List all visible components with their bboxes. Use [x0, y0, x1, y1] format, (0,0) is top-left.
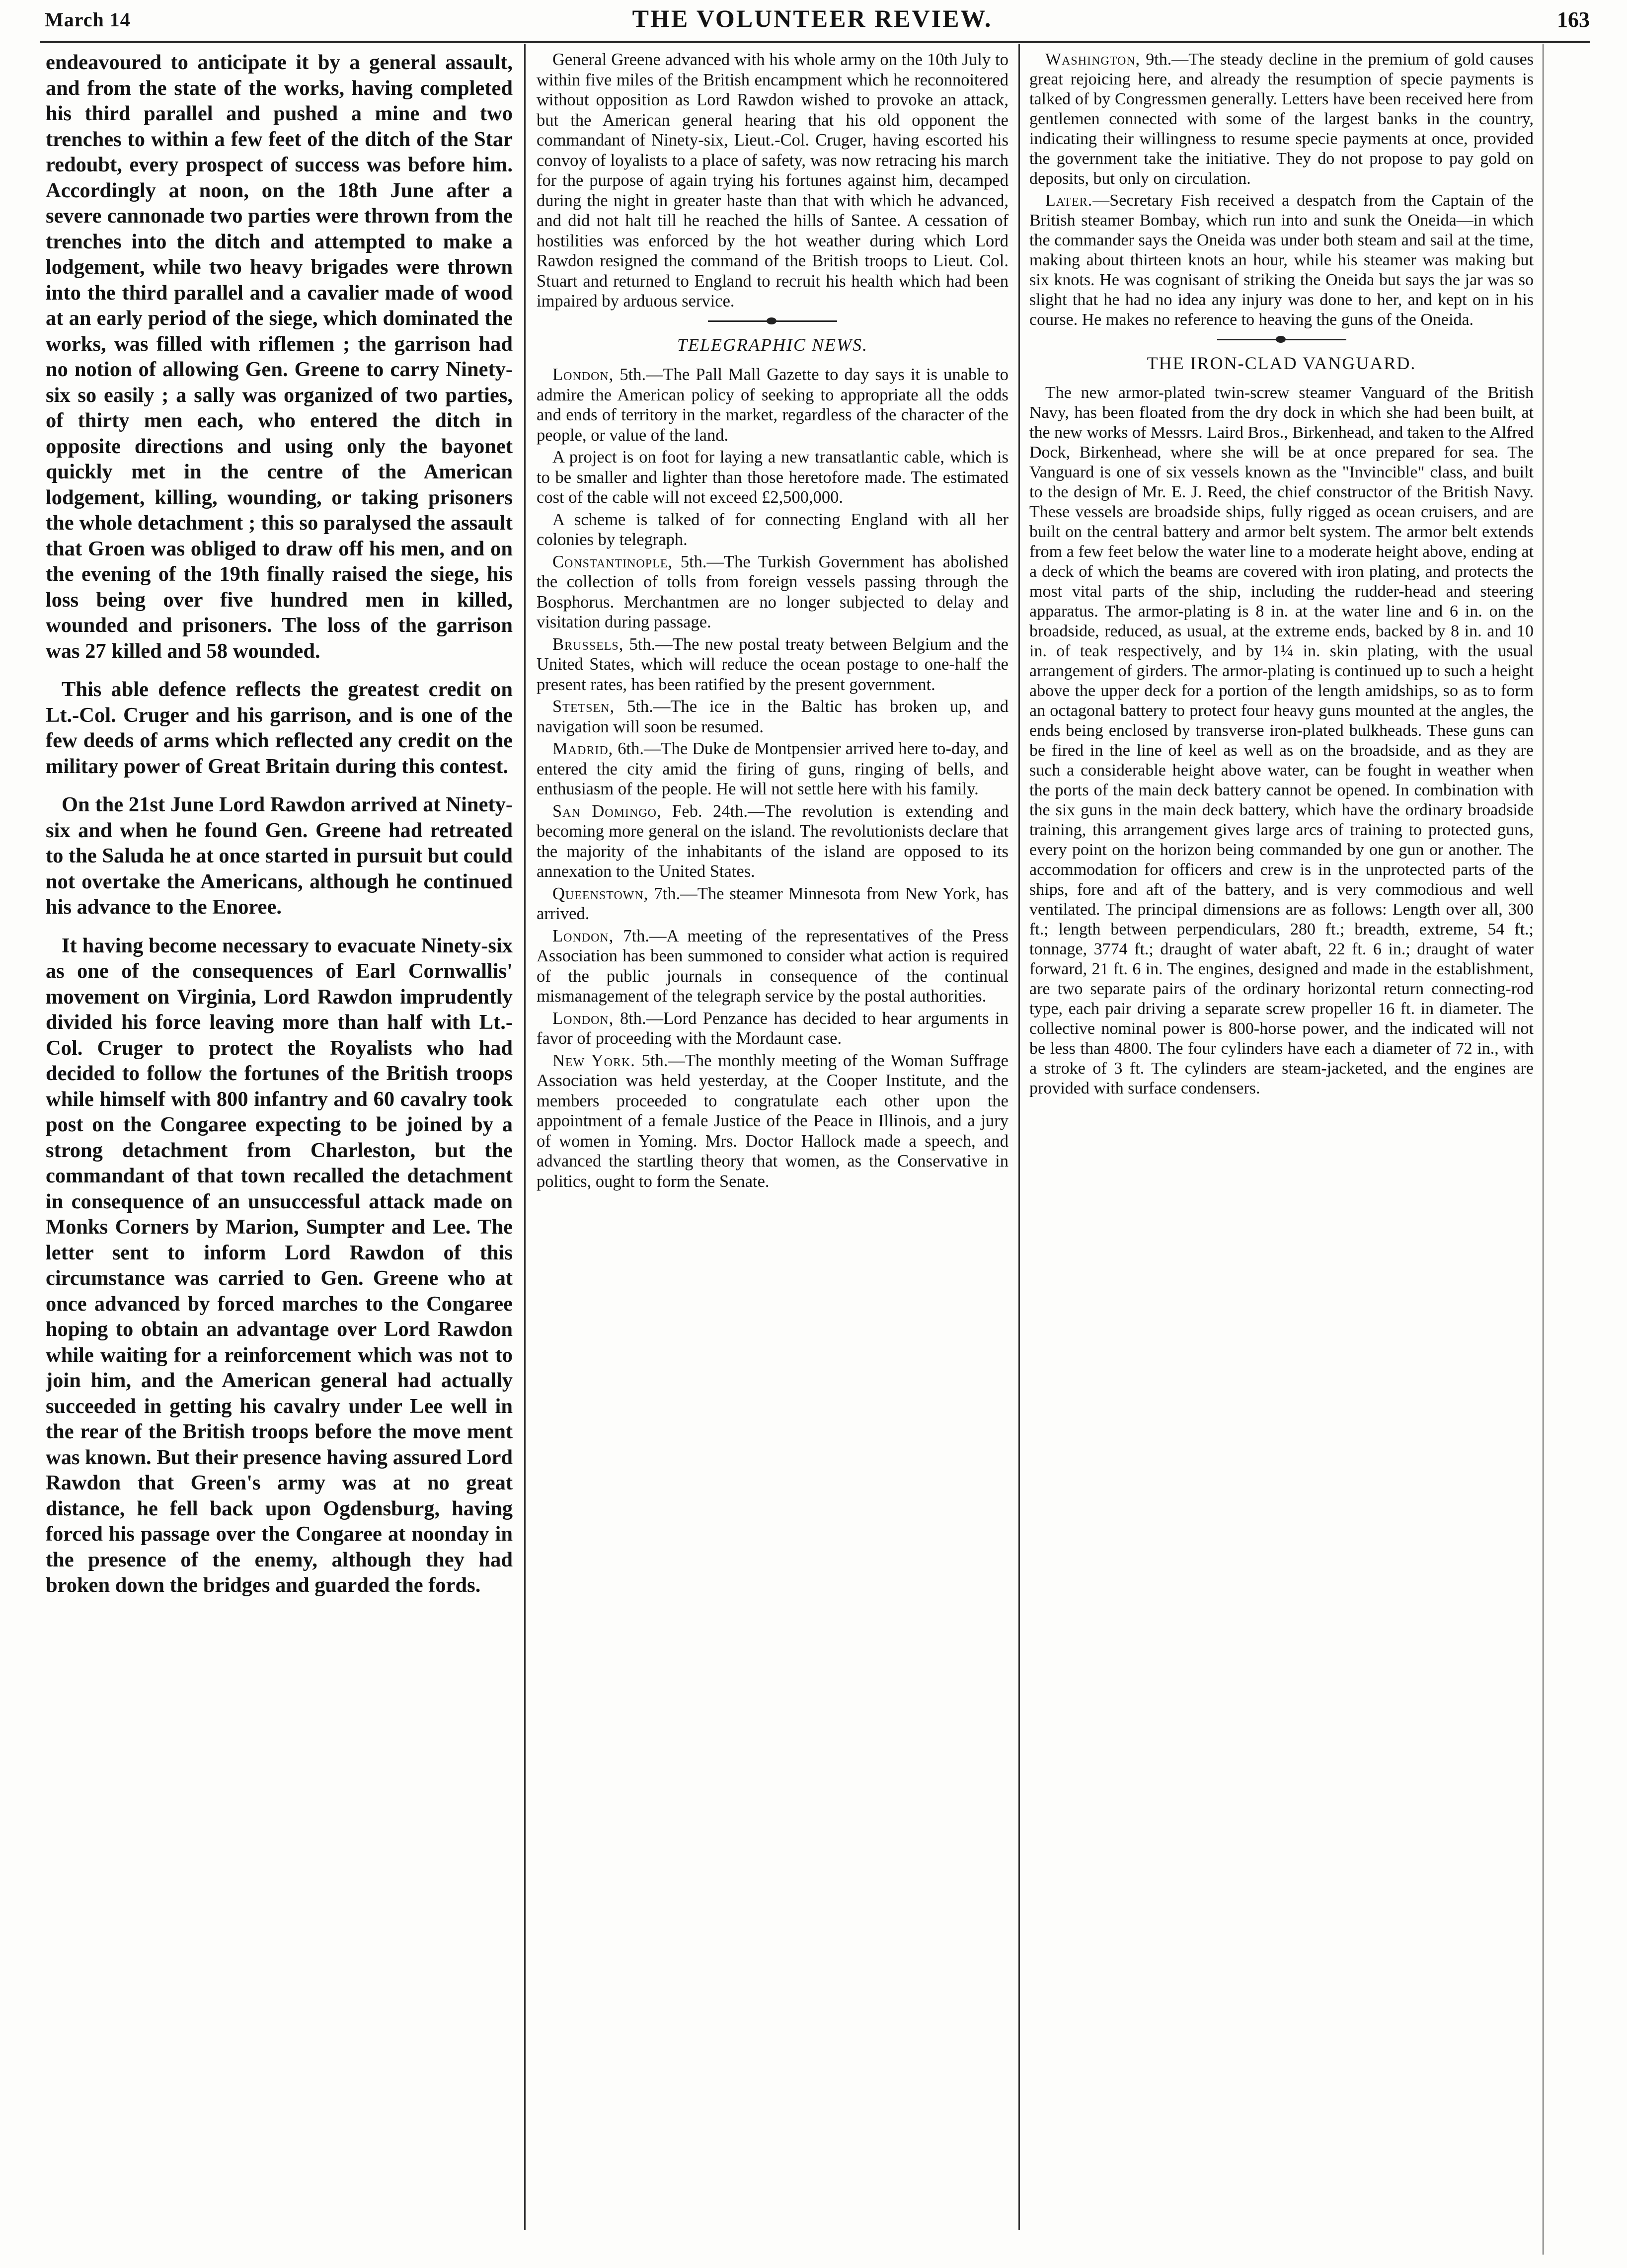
news-dateline: Stetsen,: [552, 697, 615, 716]
column-2: [537, 50, 1008, 2256]
news-text: A project is on foot for laying a new transatlantic cable, which is to be smaller and lighter than those heretofore made. The estimated cost of the cable will not exceed £2,500,000.: [537, 448, 1008, 507]
news-item: [537, 739, 1008, 799]
news-item: [537, 1051, 1008, 1192]
news-item: [537, 365, 1008, 445]
news-dateline: Madrid,: [552, 739, 614, 758]
news-text: 5th.—The Turkish Government has abolished the collection of tolls from foreign vessels passing through the Bosphorus. Merchantmen are no longer subjected to delay and visitation during passage.: [537, 552, 1008, 631]
history-paragraph-3: On the 21st June Lord Rawdon arrived at Ninety-six and when he found Gen. Greene had retreated to the Saluda he at once started in pursuit but could not overtake the Americans, although he continued his advance to the Enoree.: [46, 793, 513, 919]
history-paragraph-5: General Greene advanced with his whole army on the 10th July to within five miles of the British encampment which he reconnoitered without opposition as Lord Rawdon wished to provoke an attack, but the American general hearing that his old opponent the commandant of Ninety-six, Lieut.-Col. Cruger, having escorted his convoy of loyalists to a place of safety, was now retracing his march for the purpose of again trying his fortunes against him, decamped during the night in greater haste than that with which he advanced, and did not halt till he reached the hills of Santee. A cessation of hostilities was enforced by the hot weather during which Lord Rawdon resigned the command of the British troops to Lieut. Col. Stuart and returned to England to recruit his health which had been impaired by arduous service.: [537, 50, 1008, 311]
news-item: [537, 447, 1008, 508]
news-text: —Secretary Fish received a despatch from the Captain of the British steamer Bombay, which run into and sunk the Oneida—in which the commander says the Oneida was under both steam and sail at the time, making about thirteen knots an hour, while his steamer was making but six knots. He was cognisant of striking the Oneida but says the jar was so slight that he had no idea any injury was done to her, and kept on in his course. He makes no reference to heaving the guns of the Oneida.: [1029, 191, 1534, 329]
news-dateline: Brussels,: [552, 634, 624, 654]
news-dateline: London,: [552, 365, 614, 384]
news-text: A scheme is talked of for connecting England with all her colonies by telegraph.: [537, 510, 1008, 549]
section-separator: [708, 320, 837, 322]
news-dateline: New York.: [552, 1051, 635, 1070]
news-dateline: London,: [552, 1009, 614, 1028]
news-dateline: Later.: [1045, 191, 1093, 210]
column-3: [1029, 50, 1534, 2256]
news-dateline: Washington,: [1045, 50, 1141, 69]
vanguard-article: The new armor-plated twin-screw steamer Vanguard of the British Navy, has been floated from the dry dock in which she had been built, at the new works of Messrs. Laird Bros., Birkenhead, and taken to the Alfred Dock, Birkenhead, where she will be at once prepared for sea. The Vanguard is one of six vessels known as the "Invincible" class, and built to the design of Mr. E. J. Reed, the chief constructor of the British Navy. These vessels are broadside ships, fully rigged as ocean cruisers, and are built on the central battery and armor belt system. The armor belt extends from a few feet below the water line to a moderate height above, ending at a deck of which the beams are covered with iron plating, and protects the most vital parts of the ship, including the rudder-head and steering apparatus. The armor-plating is 8 in. at the water line and 6 in. on the broadside, reduced, as usual, at the extreme ends, backed by 8 in. and 10 in. of teak respectively, and by 1¼ in. skin plating, with the usual arrangement of girders. The armor-plating is continued up to such a height above the upper deck for a portion of the length amidships, so as to form an octagonal battery to protect four heavy guns mounted at the angles, the ends being enclosed by transverse iron-plated bulkheads. These guns can be fired in the line of keel as well as on the broadside, and as they are such a considerable height above water, can be fought in weather when the ports of the main deck battery cannot be opened. In combination with the six guns in the main deck battery, which have the ordinary broadside training, this arrangement gives large arcs of training to protected guns, every point on the horizon being commanded by one gun or another. The accommodation for officers and crew is in the unprotected parts of the ships, fore and aft of the battery, and is very commodious and well ventilated. The principal dimensions are as follows: Length over all, 300 ft.; length between perpendiculars, 280 ft.; breadth, extreme, 54 ft.; tonnage, 3774 ft.; draught of water abaft, 22 ft. 6 in.; draught of water forward, 21 ft. 6 in. The engines, designed and made in the establishment, are two separate pairs of the ordinary horizontal return connecting-rod type, each pair driving a separate screw propeller 16 ft. in diameter. The collective nominal power is 800-horse power, and the indicated will not be less than 4800. The four cylinders have each a diameter of 72 in., with a stroke of 3 ft. The cylinders are steam-jacketed, and the engines are provided with surface condensers.: [1029, 384, 1534, 1097]
news-item: [537, 1009, 1008, 1049]
column-divider-2: [1018, 44, 1020, 2230]
news-text: 5th.—The Pall Mall Gazette to day says it is unable to admire the American policy of seeking to appropriate all the odds and ends of territory in the market, regardless of the character of the people, or value of the land.: [537, 365, 1008, 445]
issue-date: March 14: [45, 8, 131, 31]
newspaper-title: THE VOLUNTEER REVIEW.: [632, 4, 993, 32]
telegraphic-news-list: [537, 365, 1008, 1191]
news-dateline: Constantinople,: [552, 552, 673, 571]
history-paragraph-4: It having become necessary to evacuate Ninety-six as one of the consequences of Earl Cornwallis' movement on Virginia, Lord Rawdon imprudently divided his force leaving more than half with Lt.-Col. Cruger to protect the Royalists who had decided to follow the fortunes of the British troops while himself with 800 infantry and 60 cavalry took post on the Congaree expecting to be joined by a strong detachment from Charleston, but the commandant of that town recalled the detachment in consequence of an unsuccessful attack made on Monks Corners by Marion, Sumpter and Lee. The letter sent to inform Lord Rawdon of this circumstance was carried to Gen. Greene who at once advanced by forced marches to the Congaree hoping to obtain an advantage over Lord Rawdon while waiting for a reinforcement which was not to join him, and the American general had actually succeeded in getting his cavalry under Lee well in the rear of the British troops before the move ment was known. But their presence having assured Lord Rawdon that Green's army was at no great distance, he fell back upon Ogdensburg, having forced his passage over the Congaree at noonday in the presence of the enemy, although they had broken down the bridges and guarded the fords.: [46, 934, 513, 1597]
news-item: [537, 884, 1008, 924]
news-item: [1029, 50, 1534, 189]
header-rule: [40, 41, 1590, 43]
column-divider-1: [524, 44, 526, 2230]
news-item: [537, 510, 1008, 550]
history-paragraph-1: endeavoured to anticipate it by a general assault, and from the state of the works, having completed his third parallel and pushed a mine and two trenches to within a few feet of the ditch of the Star redoubt, every prospect of success was before him. Accordingly at noon, on the 18th June after a severe cannonade two parties were thrown from the trenches into the ditch and attempted to make a lodgement, while two heavy brigades were thrown into the third parallel and a cavalier made of wood at an early period of the siege, which dominated the works, was filled with riflemen ; the garrison had no notion of allowing Gen. Greene to carry Ninety-six so easily ; a sally was organized of two parties, of thirty men each, who entered the ditch in opposite directions and using only the bayonet quickly met in the centre of the American lodgement, killing, wounding, or taking prisoners the whole detachment ; this so paralysed the assault that Groen was obliged to draw off his men, and on the evening of the 19th finally raised the siege, his loss being over five hundred men in killed, wounded and prisoners. The loss of the garrison was 27 killed and 58 wounded.: [46, 51, 513, 663]
news-item: [1029, 191, 1534, 330]
section-separator: [1217, 339, 1346, 340]
news-text: 7th.—A meeting of the representatives of the Press Association has been summoned to consider what action is required of the public journals in consequence of the continual mismanagement of the telegraph service by the postal authorities.: [537, 926, 1008, 1006]
news-items-continued: [1029, 50, 1534, 330]
column-divider-3: [1543, 44, 1544, 2255]
news-dateline: San Domingo,: [552, 801, 662, 821]
news-item: [537, 697, 1008, 737]
news-text: 6th.—The Duke de Montpensier arrived here to-day, and entered the city amid the firing of guns, ringing of bells, and enthusiasm of the people. He will not settle here with his family.: [537, 739, 1008, 798]
telegraphic-news-heading: TELEGRAPHIC NEWS.: [677, 334, 868, 355]
news-text: 5th.—The ice in the Baltic has broken up, and navigation will soon be resumed.: [537, 697, 1008, 736]
news-text: 5th.—The monthly meeting of the Woman Suffrage Association was held yesterday, at the Cooper Institute, and the members proceeded to congratulate each other upon the appointment of a female Justice of the Peace in Illinois, and a jury of women in Yoming. Mrs. Doctor Hallock made a speech, and advanced the startling theory that women, as the Conservative in politics, ought to form the Senate.: [537, 1051, 1008, 1191]
news-item: [537, 634, 1008, 695]
news-text: Feb. 24th.—The revolution is extending and becoming more general on the island. The revolutionists declare that the majority of the inhabitants of the island are opposed to its annexation to the United States.: [537, 801, 1008, 881]
news-dateline: London,: [552, 926, 614, 945]
news-dateline: Queenstown,: [552, 884, 649, 903]
news-text: 9th.—The steady decline in the premium of gold causes great rejoicing here, and already the resumption of specie payments is talked of by Congressmen generally. Letters have been received here from gentlemen connected with some of the largest banks in the country, indicating their willingness to resume specie payments at once, provided the government take the initiative. They do not propose to pay gold on deposits, but only on circulation.: [1029, 50, 1534, 188]
news-text: 8th.—Lord Penzance has decided to hear arguments in favor of proceeding with the Mordaunt case.: [537, 1009, 1008, 1048]
history-paragraph-2: This able defence reflects the greatest credit on Lt.-Col. Cruger and his garrison, and is one of the few deeds of arms which reflected any credit on the military power of Great Britain during this contest.: [46, 678, 513, 778]
news-item: [537, 552, 1008, 632]
news-item: [537, 801, 1008, 882]
page-number: 163: [1557, 7, 1590, 32]
masthead: [35, 2, 1590, 38]
column-1: [46, 50, 513, 2256]
news-text: 5th.—The new postal treaty between Belgium and the United States, which will reduce the ocean postage to one-half the present rates, has been ratified by the present government.: [537, 634, 1008, 694]
news-text: 7th.—The steamer Minnesota from New York, has arrived.: [537, 884, 1008, 923]
news-item: [537, 926, 1008, 1007]
vanguard-heading: THE IRON-CLAD VANGUARD.: [1147, 353, 1416, 373]
